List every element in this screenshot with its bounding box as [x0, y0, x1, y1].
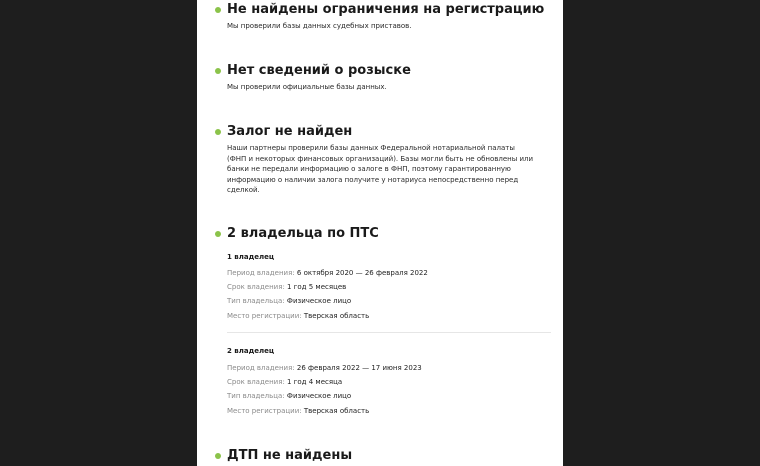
term-value: 1 год 4 месяца: [287, 378, 343, 386]
owner-2-heading: 2 владелец: [227, 347, 275, 355]
owner-1-type: [227, 296, 351, 306]
owner-2-term: [227, 377, 342, 387]
status-dot-icon: [215, 7, 221, 13]
section-title: Не найдены ограничения на регистрацию: [227, 2, 545, 17]
status-dot-icon: [215, 453, 221, 459]
term-label: Срок владения:: [227, 283, 285, 291]
section-owners: [215, 226, 555, 426]
type-label: Тип владельца:: [227, 297, 285, 305]
section-description: Наши партнеры проверили базы данных Федеральной нотариальной палаты (ФНП и некоторых финансовых организаций). Базы могли быть не обновлены или банки не передали информацию о залоге в ФНП, поэтому гарантированную информацию о наличии залога получите у нотариуса непосредственно перед сделкой.: [227, 144, 534, 194]
status-dot-icon: [215, 231, 221, 237]
place-value: Тверская область: [303, 407, 370, 415]
owner-1-period: [227, 268, 428, 278]
term-label: Срок владения:: [227, 378, 285, 386]
owner-1-heading: 1 владелец: [227, 253, 275, 261]
period-value: 6 октября 2020 — 26 февраля 2022: [296, 269, 428, 277]
type-value: Физическое лицо: [286, 297, 352, 305]
place-value: Тверская область: [303, 312, 370, 320]
type-value: Физическое лицо: [286, 392, 352, 400]
owner-2-place: [227, 406, 369, 416]
report-page: [197, 0, 563, 466]
place-label: Место регистрации:: [227, 312, 302, 320]
owner-1-place: [227, 311, 369, 321]
owner-1-term: [227, 282, 346, 292]
section-title: ДТП не найдены: [227, 448, 353, 463]
owner-2-period: [227, 363, 422, 373]
type-label: Тип владельца:: [227, 392, 285, 400]
section-title: Нет сведений о розыске: [227, 63, 411, 78]
period-label: Период владения:: [227, 269, 295, 277]
section-description: Мы проверили официальные базы данных.: [227, 83, 387, 91]
section-title: Залог не найден: [227, 124, 353, 139]
status-dot-icon: [215, 68, 221, 74]
owner-2-type: [227, 391, 351, 401]
period-label: Период владения:: [227, 364, 295, 372]
term-value: 1 год 5 месяцев: [287, 283, 347, 291]
section-title: 2 владельца по ПТС: [227, 226, 379, 241]
place-label: Место регистрации:: [227, 407, 302, 415]
status-dot-icon: [215, 129, 221, 135]
period-value: 26 февраля 2022 — 17 июня 2023: [296, 364, 422, 372]
owners-divider: [227, 332, 551, 333]
section-description: Мы проверили базы данных судебных приставов.: [227, 22, 412, 30]
